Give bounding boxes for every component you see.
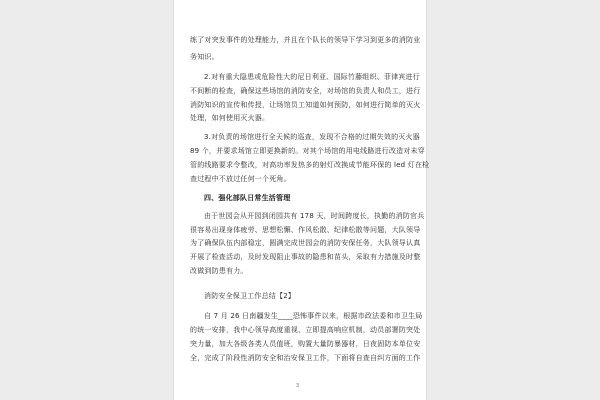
text-line: 消防知识的宣传和传授，让场馆员工知道如何预防，如何进行简单的灭火 [190,101,421,109]
text-line: 开展了检查活动，及时发现阻止事故的隐患和苗头，采取有力措施及时整 [190,253,421,261]
text-line: 由于世园会从开园到闭园共有 178 天，时间跨度长，执勤的消防官兵 [204,212,425,220]
text-line: 很容易出现身体疲劳、思想松懈、作风松散、纪律松散等问题，大队领导 [190,226,421,234]
text-line: 不间断的检查，确保这些场馆的消防安全，对场馆的负责人和员工，进行 [190,87,421,95]
text-line: 的统一安排，我中心领导高度重视，立即提高响应机制，动员部署防突处 [190,326,421,334]
text-line: 查过程中不放过任何一个死角。 [190,175,291,183]
text-line: 务知识。 [190,53,219,61]
text-line: 自 7 月 26 日南疆发生____恐怖事件以来，根据市政法委和市卫生局 [204,312,423,320]
text-line: 改做到防患有力。 [190,267,248,275]
text-line: 为了确保队伍内部稳定，圆满完成世园会的消防安保任务，大队领导认真 [190,239,421,247]
text-line: 2.对有重大隐患或危险性大的尼日利亚、国际竹藤组织、菲律宾进行 [204,73,420,81]
text-line: 89 个，并要求场馆立即更换新的。对其个场馆的用电线路进行改造对未穿 [190,147,425,155]
section-heading: 四、强化部队日常生活管理 [204,194,291,202]
text-line: 突力量，加大各级各类人员值班，购置大量防暴器材，日夜固防本单位安 [190,340,421,348]
text-line: 全，完成了阶段性消防安全和治安保卫工作，下面将自查自纠方面的工作 [190,354,421,362]
text-line: 3.对负责的场馆进行全天候的巡查，发现不合格的过期失效的灭火器 [204,133,420,141]
document-page [174,0,430,400]
subtitle: 消防安全保卫工作总结【2】 [204,292,296,300]
text-line: 练了对突发事件的处理能力，并且在个队长的领导下学习到更多的消防业 [190,36,421,44]
text-line: 处理，如何使用灭火器。 [190,114,270,122]
text-line: 管的线路要求令整改，对高功率发热多的射灯改换成节能环保的 led 灯在检 [190,161,430,169]
page-number: 3 [296,383,300,389]
